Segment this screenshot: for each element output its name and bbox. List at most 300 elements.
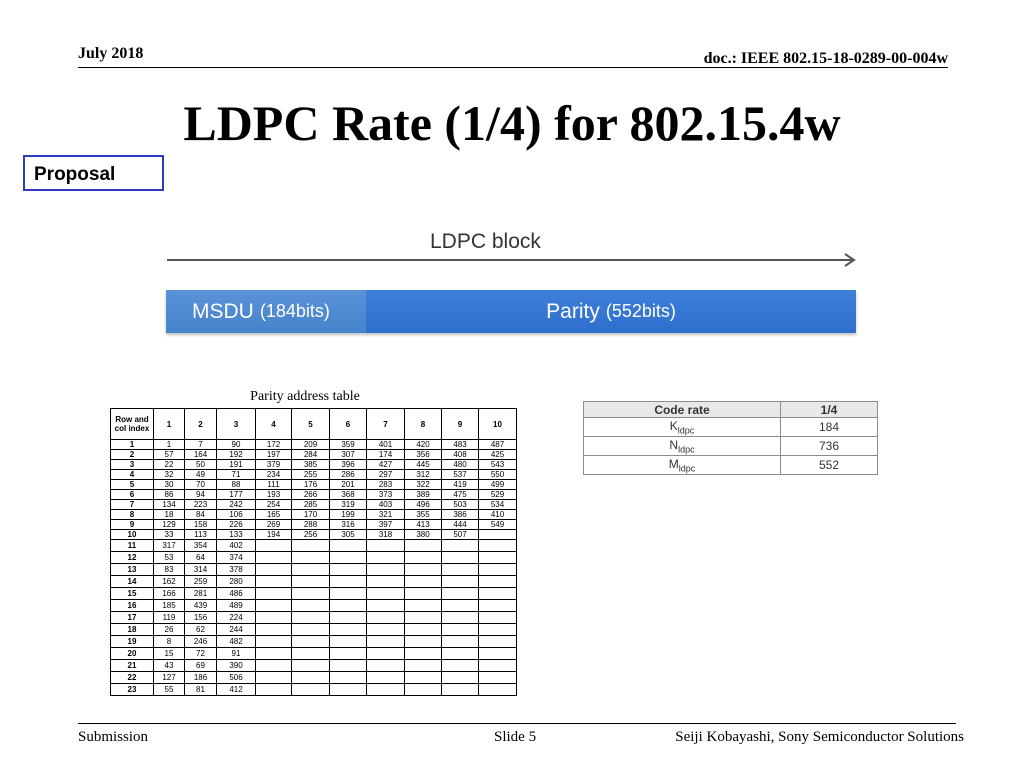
table-cell: 256	[292, 530, 330, 540]
table-cell	[367, 648, 405, 660]
table-cell: 111	[256, 480, 292, 490]
table-cell	[479, 588, 517, 600]
table-cell	[479, 540, 517, 552]
table-cell	[405, 576, 442, 588]
row-index-cell: 11	[111, 540, 154, 552]
table-cell: 158	[185, 520, 217, 530]
table-cell: 550	[479, 470, 517, 480]
table-cell	[405, 648, 442, 660]
table-cell: 402	[217, 540, 256, 552]
row-index-cell: 3	[111, 460, 154, 470]
parameter-cell	[584, 437, 781, 456]
table-cell	[479, 530, 517, 540]
table-cell	[330, 588, 367, 600]
table-cell: 374	[217, 552, 256, 564]
table-row	[111, 470, 517, 480]
table-cell	[442, 564, 479, 576]
msdu-segment	[166, 290, 366, 333]
table-cell: 170	[292, 510, 330, 520]
parity-table-col-header: 6	[330, 409, 367, 440]
msdu-label: MSDU	[192, 299, 254, 323]
parameter-subscript: ldpc	[677, 425, 695, 436]
table-cell: 185	[154, 600, 185, 612]
table-cell: 286	[330, 470, 367, 480]
table-cell: 57	[154, 450, 185, 460]
table-cell: 224	[217, 612, 256, 624]
table-cell: 390	[217, 660, 256, 672]
parameter-value: 552	[781, 456, 878, 475]
row-index-cell: 5	[111, 480, 154, 490]
table-cell: 483	[442, 440, 479, 450]
table-cell: 49	[185, 470, 217, 480]
table-cell: 507	[442, 530, 479, 540]
table-cell	[479, 648, 517, 660]
ldpc-block-label: LDPC block	[430, 230, 541, 253]
row-index-cell: 18	[111, 624, 154, 636]
table-cell	[367, 564, 405, 576]
table-cell: 283	[367, 480, 405, 490]
table-cell	[405, 564, 442, 576]
table-cell: 134	[154, 500, 185, 510]
parameter-symbol: M	[668, 456, 679, 471]
table-cell	[292, 636, 330, 648]
table-cell: 408	[442, 450, 479, 460]
table-cell: 297	[367, 470, 405, 480]
table-cell: 284	[292, 450, 330, 460]
table-cell	[442, 636, 479, 648]
table-row	[111, 530, 517, 540]
table-cell: 480	[442, 460, 479, 470]
parity-table-col-header: 5	[292, 409, 330, 440]
table-cell: 499	[479, 480, 517, 490]
table-cell: 88	[217, 480, 256, 490]
code-rate-header-row	[584, 402, 878, 418]
table-cell: 127	[154, 672, 185, 684]
table-cell	[256, 624, 292, 636]
row-index-cell: 15	[111, 588, 154, 600]
parity-table-corner-header: Row and col index	[111, 409, 154, 440]
table-row	[111, 520, 517, 530]
table-cell: 91	[217, 648, 256, 660]
parameter-value: 736	[781, 437, 878, 456]
table-cell: 482	[217, 636, 256, 648]
table-cell: 18	[154, 510, 185, 520]
table-row	[111, 576, 517, 588]
row-index-cell: 21	[111, 660, 154, 672]
table-cell: 254	[256, 500, 292, 510]
table-cell: 186	[185, 672, 217, 684]
header-date: July 2018	[78, 45, 144, 62]
parity-table-header-row	[111, 409, 517, 440]
table-row	[111, 440, 517, 450]
table-cell	[479, 552, 517, 564]
table-cell	[442, 612, 479, 624]
table-cell: 259	[185, 576, 217, 588]
footer-slide-number: Slide 5	[494, 729, 537, 745]
row-index-cell: 1	[111, 440, 154, 450]
table-cell: 356	[405, 450, 442, 460]
table-row	[111, 588, 517, 600]
table-cell: 368	[330, 490, 367, 500]
table-cell: 549	[479, 520, 517, 530]
table-cell	[479, 660, 517, 672]
table-cell: 192	[217, 450, 256, 460]
table-cell: 22	[154, 460, 185, 470]
table-cell: 503	[442, 500, 479, 510]
code-rate-body	[584, 418, 878, 475]
footer-rule	[78, 723, 956, 724]
table-cell: 53	[154, 552, 185, 564]
table-cell: 7	[185, 440, 217, 450]
table-cell: 305	[330, 530, 367, 540]
table-cell: 316	[330, 520, 367, 530]
table-cell: 401	[367, 440, 405, 450]
table-cell	[405, 588, 442, 600]
table-cell: 321	[367, 510, 405, 520]
table-cell: 322	[405, 480, 442, 490]
table-cell: 269	[256, 520, 292, 530]
parameter-cell	[584, 456, 781, 475]
table-cell: 81	[185, 684, 217, 696]
table-cell	[479, 636, 517, 648]
table-cell: 234	[256, 470, 292, 480]
table-cell	[330, 660, 367, 672]
table-cell: 419	[442, 480, 479, 490]
ldpc-block-arrow	[165, 250, 860, 270]
table-cell: 489	[217, 600, 256, 612]
table-cell: 354	[185, 540, 217, 552]
table-cell	[442, 576, 479, 588]
table-cell: 84	[185, 510, 217, 520]
parity-table-col-header: 10	[479, 409, 517, 440]
parity-address-table	[110, 408, 517, 696]
table-row	[111, 552, 517, 564]
table-cell	[405, 636, 442, 648]
row-index-cell: 4	[111, 470, 154, 480]
table-cell: 62	[185, 624, 217, 636]
table-cell	[367, 684, 405, 696]
table-cell: 1	[154, 440, 185, 450]
table-row	[111, 450, 517, 460]
table-cell: 543	[479, 460, 517, 470]
table-cell: 380	[405, 530, 442, 540]
table-cell: 378	[217, 564, 256, 576]
table-cell: 226	[217, 520, 256, 530]
table-cell	[256, 564, 292, 576]
table-cell	[330, 672, 367, 684]
table-cell: 537	[442, 470, 479, 480]
table-cell	[330, 648, 367, 660]
table-cell: 166	[154, 588, 185, 600]
parity-table-col-header: 7	[367, 409, 405, 440]
table-cell: 69	[185, 660, 217, 672]
proposal-box	[23, 155, 164, 191]
parity-label: Parity	[546, 299, 600, 323]
table-cell: 172	[256, 440, 292, 450]
table-cell	[442, 624, 479, 636]
table-cell: 177	[217, 490, 256, 500]
table-cell: 359	[330, 440, 367, 450]
table-cell	[442, 600, 479, 612]
table-cell	[256, 588, 292, 600]
table-cell: 487	[479, 440, 517, 450]
table-cell	[405, 552, 442, 564]
parity-bits: (552bits)	[605, 301, 676, 321]
table-cell: 201	[330, 480, 367, 490]
table-cell: 281	[185, 588, 217, 600]
row-index-cell: 17	[111, 612, 154, 624]
table-cell: 317	[154, 540, 185, 552]
table-cell: 389	[405, 490, 442, 500]
table-cell: 427	[367, 460, 405, 470]
table-cell: 396	[330, 460, 367, 470]
table-cell: 94	[185, 490, 217, 500]
table-cell: 355	[405, 510, 442, 520]
table-cell	[367, 624, 405, 636]
table-cell: 475	[442, 490, 479, 500]
parity-table-col-header: 9	[442, 409, 479, 440]
table-row	[584, 456, 878, 475]
table-cell	[367, 660, 405, 672]
table-cell	[442, 660, 479, 672]
parameter-subscript: ldpc	[678, 463, 696, 474]
table-cell: 90	[217, 440, 256, 450]
table-row	[111, 660, 517, 672]
row-index-cell: 13	[111, 564, 154, 576]
table-cell: 30	[154, 480, 185, 490]
table-cell: 174	[367, 450, 405, 460]
row-index-cell: 7	[111, 500, 154, 510]
table-row	[111, 510, 517, 520]
table-row	[111, 648, 517, 660]
row-index-cell: 14	[111, 576, 154, 588]
table-cell: 266	[292, 490, 330, 500]
row-index-cell: 9	[111, 520, 154, 530]
table-cell	[292, 672, 330, 684]
table-cell: 223	[185, 500, 217, 510]
table-cell: 496	[405, 500, 442, 510]
table-cell	[442, 540, 479, 552]
table-row	[111, 684, 517, 696]
table-cell	[292, 552, 330, 564]
table-cell	[330, 576, 367, 588]
table-cell: 529	[479, 490, 517, 500]
table-cell: 71	[217, 470, 256, 480]
table-cell: 50	[185, 460, 217, 470]
table-cell: 164	[185, 450, 217, 460]
table-cell	[256, 540, 292, 552]
table-cell	[256, 672, 292, 684]
table-cell: 113	[185, 530, 217, 540]
table-cell	[292, 660, 330, 672]
parity-table-col-header: 4	[256, 409, 292, 440]
table-row	[111, 540, 517, 552]
parity-table-col-header: 1	[154, 409, 185, 440]
table-row	[111, 500, 517, 510]
table-cell: 119	[154, 612, 185, 624]
table-cell	[479, 672, 517, 684]
table-cell	[367, 576, 405, 588]
table-cell: 444	[442, 520, 479, 530]
table-cell	[442, 588, 479, 600]
table-cell	[256, 648, 292, 660]
proposal-label: Proposal	[34, 164, 116, 185]
table-cell	[367, 540, 405, 552]
table-cell	[367, 552, 405, 564]
table-cell: 156	[185, 612, 217, 624]
table-cell	[405, 612, 442, 624]
table-cell	[330, 612, 367, 624]
table-cell: 285	[292, 500, 330, 510]
table-row	[584, 437, 878, 456]
table-cell: 307	[330, 450, 367, 460]
table-cell: 288	[292, 520, 330, 530]
table-cell	[256, 576, 292, 588]
code-rate-table	[583, 401, 878, 475]
footer-author: Seiji Kobayashi, Sony Semiconductor Solutions	[675, 729, 964, 745]
table-cell: 373	[367, 490, 405, 500]
table-cell	[330, 624, 367, 636]
parity-table-body	[111, 440, 517, 696]
parameter-symbol: K	[669, 418, 678, 433]
table-cell: 72	[185, 648, 217, 660]
row-index-cell: 8	[111, 510, 154, 520]
table-cell: 33	[154, 530, 185, 540]
row-index-cell: 22	[111, 672, 154, 684]
table-cell: 70	[185, 480, 217, 490]
table-cell: 209	[292, 440, 330, 450]
table-cell: 64	[185, 552, 217, 564]
row-index-cell: 23	[111, 684, 154, 696]
table-cell: 420	[405, 440, 442, 450]
table-cell	[292, 576, 330, 588]
table-cell: 280	[217, 576, 256, 588]
table-row	[111, 612, 517, 624]
code-rate-header: Code rate	[584, 402, 781, 418]
table-cell: 439	[185, 600, 217, 612]
table-cell	[292, 540, 330, 552]
table-cell	[256, 660, 292, 672]
table-cell: 43	[154, 660, 185, 672]
header-doc-id: doc.: IEEE 802.15-18-0289-00-004w	[703, 50, 948, 67]
msdu-bits: (184bits)	[259, 301, 330, 321]
table-cell	[292, 588, 330, 600]
table-cell	[405, 600, 442, 612]
table-cell: 397	[367, 520, 405, 530]
table-cell	[405, 672, 442, 684]
table-cell	[292, 564, 330, 576]
parameter-symbol: N	[669, 437, 679, 452]
table-cell: 165	[256, 510, 292, 520]
table-cell: 26	[154, 624, 185, 636]
table-cell	[405, 660, 442, 672]
table-cell	[330, 564, 367, 576]
table-row	[584, 418, 878, 437]
table-cell	[442, 552, 479, 564]
row-index-cell: 2	[111, 450, 154, 460]
table-cell	[256, 552, 292, 564]
table-cell: 242	[217, 500, 256, 510]
table-cell: 312	[405, 470, 442, 480]
table-cell: 55	[154, 684, 185, 696]
table-cell	[330, 552, 367, 564]
rate-value-header: 1/4	[781, 402, 878, 418]
parity-table-col-header: 3	[217, 409, 256, 440]
table-cell: 191	[217, 460, 256, 470]
table-row	[111, 672, 517, 684]
table-cell	[479, 684, 517, 696]
table-cell: 410	[479, 510, 517, 520]
table-cell: 534	[479, 500, 517, 510]
table-cell	[479, 624, 517, 636]
table-cell	[405, 540, 442, 552]
table-cell: 176	[292, 480, 330, 490]
table-cell: 486	[217, 588, 256, 600]
table-row	[111, 564, 517, 576]
table-cell	[442, 684, 479, 696]
table-cell	[256, 600, 292, 612]
table-cell: 8	[154, 636, 185, 648]
table-cell	[367, 588, 405, 600]
row-index-cell: 10	[111, 530, 154, 540]
table-cell	[405, 624, 442, 636]
table-cell: 32	[154, 470, 185, 480]
table-cell: 162	[154, 576, 185, 588]
table-cell	[292, 612, 330, 624]
table-row	[111, 624, 517, 636]
table-cell: 197	[256, 450, 292, 460]
row-index-cell: 19	[111, 636, 154, 648]
parity-table-col-header: 2	[185, 409, 217, 440]
table-cell	[330, 636, 367, 648]
footer-submission: Submission	[78, 729, 149, 745]
table-row	[111, 600, 517, 612]
ldpc-block-bar	[166, 290, 856, 333]
table-cell: 506	[217, 672, 256, 684]
table-cell: 318	[367, 530, 405, 540]
table-row	[111, 480, 517, 490]
table-cell: 193	[256, 490, 292, 500]
table-cell: 199	[330, 510, 367, 520]
table-cell	[330, 600, 367, 612]
table-cell: 255	[292, 470, 330, 480]
table-cell	[292, 624, 330, 636]
table-cell	[479, 600, 517, 612]
slide-title: LDPC Rate (1/4) for 802.15.4w	[183, 95, 841, 151]
table-cell	[292, 648, 330, 660]
table-cell: 412	[217, 684, 256, 696]
parity-table-caption: Parity address table	[250, 389, 360, 404]
header-rule	[78, 67, 948, 68]
table-cell: 319	[330, 500, 367, 510]
parameter-value: 184	[781, 418, 878, 437]
row-index-cell: 20	[111, 648, 154, 660]
table-cell	[479, 612, 517, 624]
table-cell	[367, 672, 405, 684]
table-cell: 106	[217, 510, 256, 520]
table-cell	[256, 684, 292, 696]
parameter-cell	[584, 418, 781, 437]
table-cell: 133	[217, 530, 256, 540]
table-cell	[330, 540, 367, 552]
parameter-subscript: ldpc	[678, 444, 695, 455]
table-row	[111, 460, 517, 470]
parity-table-col-header: 8	[405, 409, 442, 440]
table-cell: 83	[154, 564, 185, 576]
table-cell	[330, 684, 367, 696]
table-cell	[256, 636, 292, 648]
table-cell: 386	[442, 510, 479, 520]
